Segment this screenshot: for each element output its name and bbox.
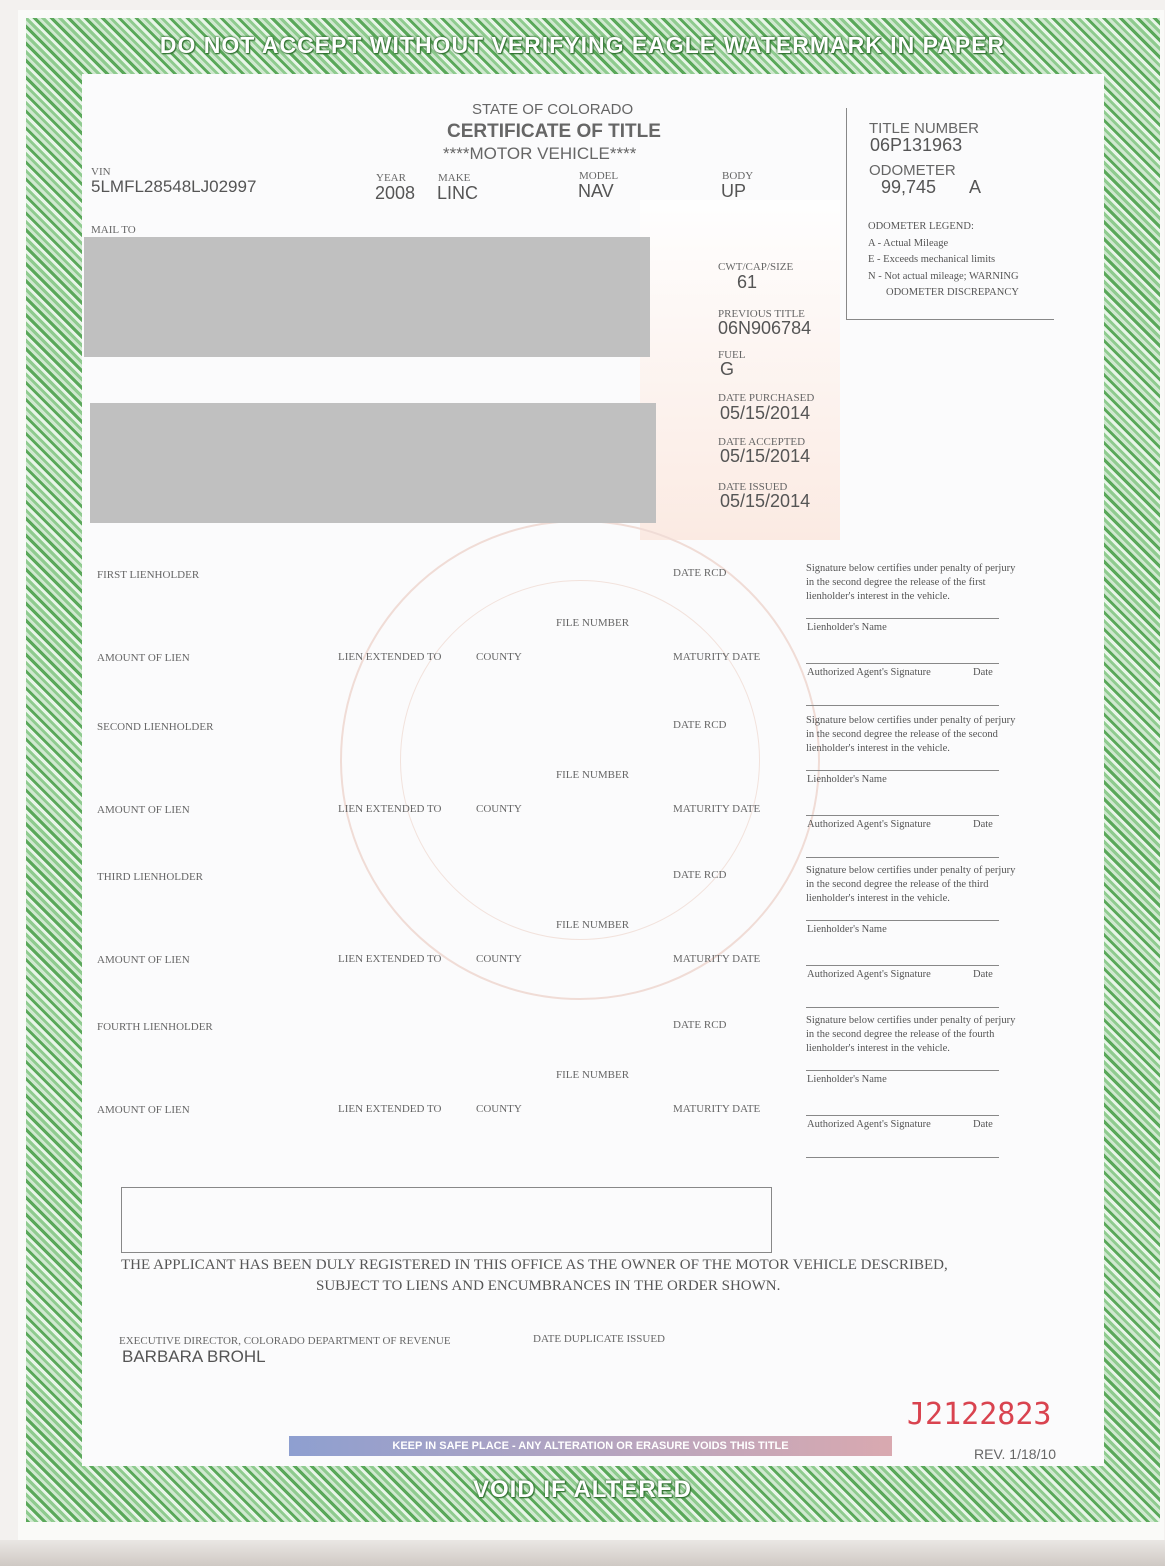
lien-extended-label: LIEN EXTENDED TO <box>338 1103 442 1115</box>
signature-line[interactable] <box>806 663 999 664</box>
file-number-label: FILE NUMBER <box>556 769 630 781</box>
file-number-label: FILE NUMBER <box>556 919 630 931</box>
lienholder-name-caption: Lienholder's Name <box>807 924 887 935</box>
signature-date-caption: Date <box>973 1119 993 1130</box>
registration-statement-line-1: THE APPLICANT HAS BEEN DULY REGISTERED IN THIS OFFICE AS THE OWNER OF THE MOTOR VEHICLE DESCRIBED, <box>121 1257 948 1273</box>
signature-line[interactable] <box>806 618 999 619</box>
county-label: COUNTY <box>476 803 522 815</box>
odometer-legend-n: N - Not actual mileage; WARNING <box>868 271 1019 282</box>
lienholder-label: THIRD LIENHOLDER <box>97 871 204 883</box>
fuel-value: G <box>720 359 735 379</box>
signature-line[interactable] <box>806 770 999 771</box>
body-value: UP <box>721 181 747 201</box>
lien-extended-label: LIEN EXTENDED TO <box>338 651 442 663</box>
redacted-owner-address <box>90 403 656 523</box>
release-certification-text: Signature below certifies under penalty of perjury in the second degree the release of the first lienholder's interest in the vehicle. <box>806 563 1016 602</box>
agent-signature-caption: Authorized Agent's Signature <box>807 667 931 678</box>
mail-to-label: MAIL TO <box>91 224 136 236</box>
signature-line[interactable] <box>806 815 999 816</box>
agent-signature-caption: Authorized Agent's Signature <box>807 969 931 980</box>
odometer-value: 99,745 <box>881 177 937 197</box>
maturity-date-label: MATURITY DATE <box>673 803 761 815</box>
title-number-value: 06P131963 <box>870 135 963 155</box>
lienholder-label: SECOND LIENHOLDER <box>97 721 214 733</box>
amount-of-lien-label: AMOUNT OF LIEN <box>97 1104 190 1116</box>
lienholder-label: FOURTH LIENHOLDER <box>97 1021 213 1033</box>
year-value: 2008 <box>375 183 416 203</box>
odometer-label: ODOMETER <box>869 162 956 179</box>
safe-place-warning: KEEP IN SAFE PLACE - ANY ALTERATION OR ERASURE VOIDS THIS TITLE <box>289 1436 892 1456</box>
duplicate-issued-label: DATE DUPLICATE ISSUED <box>533 1333 665 1345</box>
maturity-date-label: MATURITY DATE <box>673 1103 761 1115</box>
redacted-owner-name <box>84 237 650 357</box>
date-purchased-value: 05/15/2014 <box>720 403 811 423</box>
revision-number: REV. 1/18/10 <box>974 1446 1056 1462</box>
agent-signature-caption: Authorized Agent's Signature <box>807 1119 931 1130</box>
date-rcd-label: DATE RCD <box>673 719 727 731</box>
county-label: COUNTY <box>476 651 522 663</box>
model-label: MODEL <box>579 170 619 182</box>
release-certification-text: Signature below certifies under penalty of perjury in the second degree the release of the third lienholder's interest in the vehicle. <box>806 865 1016 904</box>
odometer-code: A <box>969 177 982 197</box>
file-number-label: FILE NUMBER <box>556 1069 630 1081</box>
remarks-box <box>121 1187 772 1253</box>
make-value: LINC <box>437 183 479 203</box>
document-title: CERTIFICATE OF TITLE <box>447 121 661 142</box>
state-heading: STATE OF COLORADO <box>472 101 634 118</box>
maturity-date-label: MATURITY DATE <box>673 953 761 965</box>
page-shadow <box>0 1540 1165 1566</box>
control-number: J2122823 <box>907 1397 1052 1432</box>
title-number-label: TITLE NUMBER <box>869 120 980 137</box>
amount-of-lien-label: AMOUNT OF LIEN <box>97 652 190 664</box>
odometer-legend-a: A - Actual Mileage <box>868 238 949 249</box>
signature-line[interactable] <box>806 1007 999 1008</box>
odometer-legend-n-cont: ODOMETER DISCREPANCY <box>886 287 1019 298</box>
director-label: EXECUTIVE DIRECTOR, COLORADO DEPARTMENT OF REVENUE <box>119 1335 451 1347</box>
year-label: YEAR <box>376 172 406 184</box>
lienholder-name-caption: Lienholder's Name <box>807 1074 887 1085</box>
odometer-legend-e: E - Exceeds mechanical limits <box>868 254 996 265</box>
signature-date-caption: Date <box>973 819 993 830</box>
lienholder-name-caption: Lienholder's Name <box>807 774 887 785</box>
state-seal-inner-ring <box>400 580 760 940</box>
date-rcd-label: DATE RCD <box>673 869 727 881</box>
signature-date-caption: Date <box>973 667 993 678</box>
date-rcd-label: DATE RCD <box>673 567 727 579</box>
previous-title-value: 06N906784 <box>718 318 812 338</box>
amount-of-lien-label: AMOUNT OF LIEN <box>97 804 190 816</box>
amount-of-lien-label: AMOUNT OF LIEN <box>97 954 190 966</box>
registration-statement-line-2: SUBJECT TO LIENS AND ENCUMBRANCES IN THE ORDER SHOWN. <box>316 1278 781 1294</box>
signature-line[interactable] <box>806 857 999 858</box>
maturity-date-label: MATURITY DATE <box>673 651 761 663</box>
body-label: BODY <box>722 170 754 182</box>
date-issued-value: 05/15/2014 <box>720 491 811 511</box>
cwt-value: 61 <box>737 272 758 292</box>
signature-line[interactable] <box>806 1115 999 1116</box>
agent-signature-caption: Authorized Agent's Signature <box>807 819 931 830</box>
signature-line[interactable] <box>806 920 999 921</box>
signature-line[interactable] <box>806 1070 999 1071</box>
director-name: BARBARA BROHL <box>122 1347 266 1366</box>
file-number-label: FILE NUMBER <box>556 617 630 629</box>
bottom-banner: VOID IF ALTERED <box>473 1476 692 1503</box>
date-issued-label: DATE ISSUED <box>718 481 788 493</box>
lien-extended-label: LIEN EXTENDED TO <box>338 953 442 965</box>
signature-date-caption: Date <box>973 969 993 980</box>
signature-line[interactable] <box>806 705 999 706</box>
date-purchased-label: DATE PURCHASED <box>718 392 815 404</box>
lien-extended-label: LIEN EXTENDED TO <box>338 803 442 815</box>
signature-line[interactable] <box>806 965 999 966</box>
county-label: COUNTY <box>476 953 522 965</box>
release-certification-text: Signature below certifies under penalty of perjury in the second degree the release of the second lienholder's interest in the vehicle. <box>806 715 1016 754</box>
odometer-legend-title: ODOMETER LEGEND: <box>868 221 974 232</box>
signature-line[interactable] <box>806 1157 999 1158</box>
lienholder-label: FIRST LIENHOLDER <box>97 569 200 581</box>
release-certification-text: Signature below certifies under penalty of perjury in the second degree the release of the fourth lienholder's interest in the vehicle. <box>806 1015 1016 1054</box>
county-label: COUNTY <box>476 1103 522 1115</box>
make-label: MAKE <box>438 172 471 184</box>
vin-label: VIN <box>91 166 111 178</box>
previous-title-label: PREVIOUS TITLE <box>718 308 805 320</box>
fuel-label: FUEL <box>718 349 746 361</box>
document-subtitle: ****MOTOR VEHICLE**** <box>443 144 637 163</box>
top-banner: DO NOT ACCEPT WITHOUT VERIFYING EAGLE WATERMARK IN PAPER <box>159 32 1006 58</box>
date-accepted-value: 05/15/2014 <box>720 446 811 466</box>
model-value: NAV <box>578 181 614 201</box>
date-rcd-label: DATE RCD <box>673 1019 727 1031</box>
vin-value: 5LMFL28548LJ02997 <box>91 177 257 196</box>
date-accepted-label: DATE ACCEPTED <box>718 436 806 448</box>
cwt-label: CWT/CAP/SIZE <box>718 261 794 273</box>
lienholder-name-caption: Lienholder's Name <box>807 622 887 633</box>
